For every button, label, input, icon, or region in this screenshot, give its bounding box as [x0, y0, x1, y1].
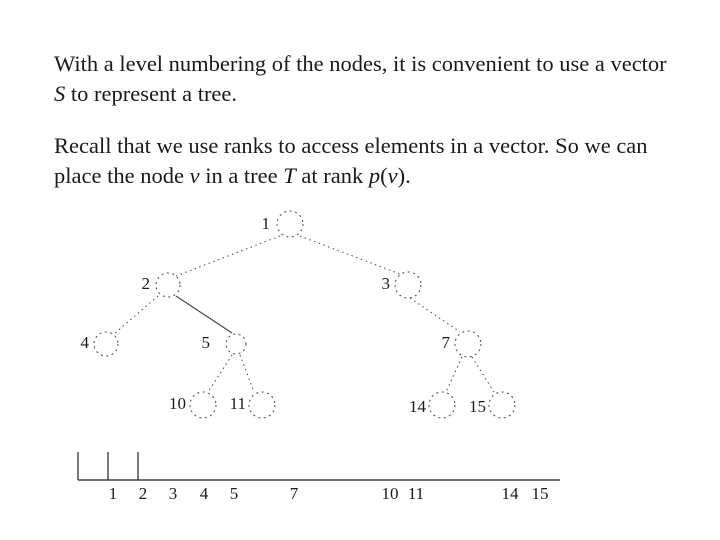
node-label-7: 7	[441, 333, 450, 352]
node-label-4: 4	[80, 333, 89, 352]
rank-label-5: 5	[229, 484, 239, 503]
p2-text-d: (	[380, 163, 388, 188]
vector-array	[78, 452, 560, 503]
node-circle-1	[277, 211, 303, 237]
var-p: p	[368, 163, 381, 188]
node-label-5: 5	[201, 333, 210, 352]
p2-text-b: in a tree	[199, 163, 284, 188]
rank-label-3: 3	[168, 484, 178, 503]
rank-label-10: 10	[381, 484, 399, 503]
tree-edges	[114, 236, 494, 392]
edge-1-3	[300, 236, 400, 274]
edge-2-4	[114, 296, 158, 334]
node-circle-2	[156, 273, 180, 297]
rank-label-2: 2	[138, 484, 148, 503]
node-label-2: 2	[141, 274, 150, 293]
tree-nodes	[81, 211, 516, 418]
edge-3-7	[410, 298, 460, 332]
rank-label-15: 15	[531, 484, 549, 503]
node-circle-10	[190, 392, 216, 418]
rank-label-11: 11	[407, 484, 425, 503]
node-circle-4	[94, 332, 118, 356]
var-v2: v	[387, 163, 398, 188]
p2-text-c: at rank	[295, 163, 369, 188]
p1-text-a: With a level numbering of the nodes, it is convenient to use a vector	[54, 51, 667, 76]
node-label-11: 11	[229, 394, 246, 413]
var-v: v	[189, 163, 200, 188]
edge-2-5	[176, 296, 232, 333]
var-t: T	[283, 163, 296, 188]
rank-label-1: 1	[108, 484, 118, 503]
p2-text-e: ).	[397, 163, 411, 188]
edge-7-15	[472, 357, 494, 392]
node-label-1: 1	[261, 214, 270, 233]
edge-7-14	[446, 357, 462, 392]
node-circle-7	[455, 331, 481, 357]
node-circle-3	[395, 272, 421, 298]
node-circle-5	[226, 334, 246, 354]
node-label-10: 10	[169, 394, 186, 413]
rank-label-7: 7	[289, 484, 299, 503]
node-label-3: 3	[381, 274, 390, 293]
rank-label-14: 14	[501, 484, 519, 503]
rank-label-4: 4	[199, 484, 209, 503]
p2-text-a: Recall that we use ranks to access elements in a vector. So we can place the node	[54, 133, 648, 188]
node-circle-11	[249, 392, 275, 418]
node-label-15: 15	[469, 397, 486, 416]
p1-text-b: to represent a tree.	[65, 81, 238, 106]
node-label-14: 14	[409, 397, 426, 416]
edge-1-2	[176, 236, 280, 276]
edge-5-11	[240, 355, 254, 392]
node-circle-15	[489, 392, 515, 418]
edge-5-10	[208, 355, 232, 392]
var-s: S	[54, 81, 66, 106]
node-circle-14	[429, 392, 455, 418]
